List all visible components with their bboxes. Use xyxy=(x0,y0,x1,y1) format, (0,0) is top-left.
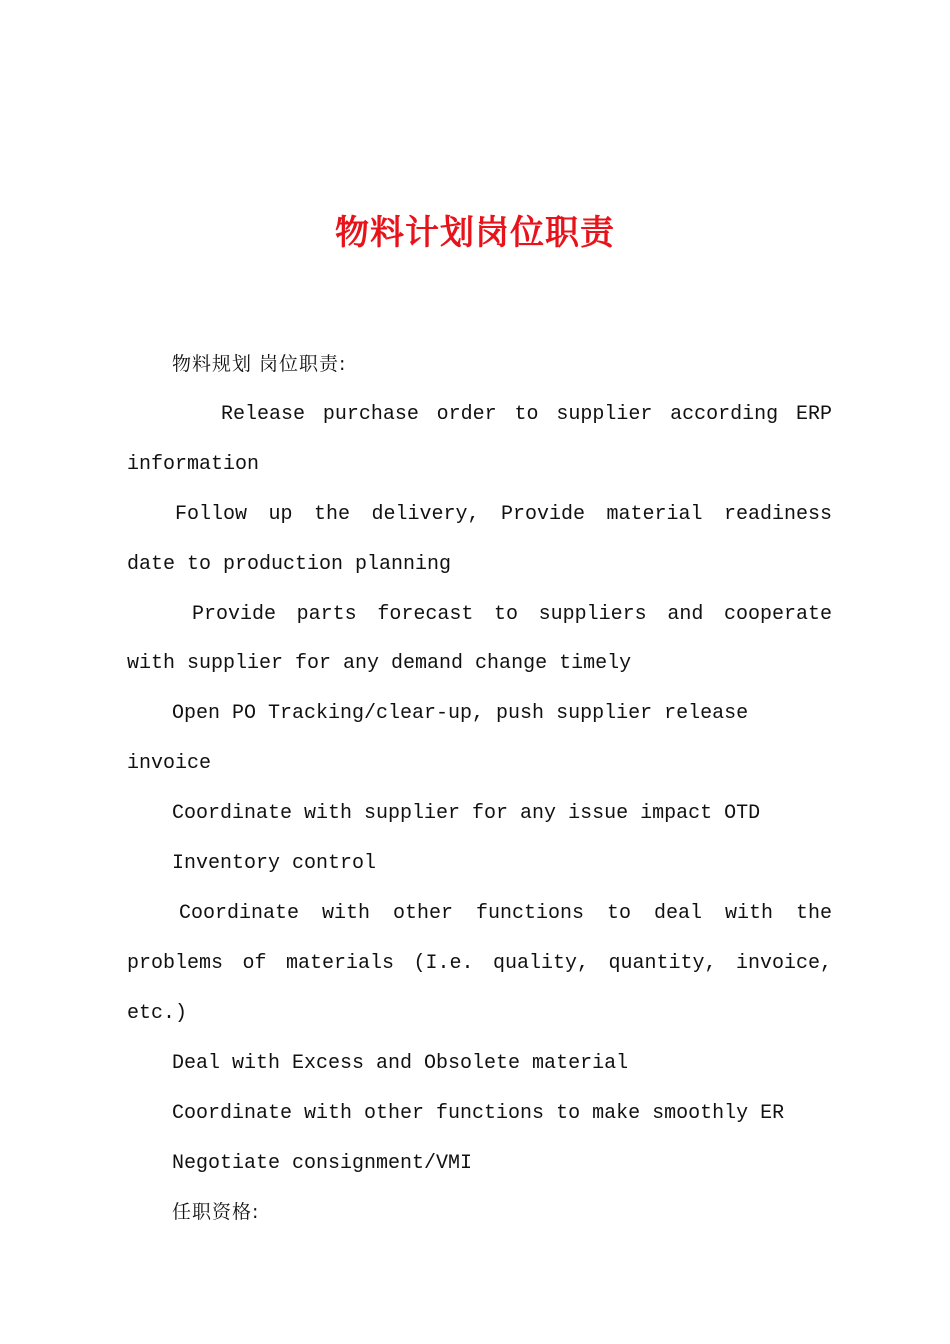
paragraph: Provide parts forecast to suppliers and cooperate with supplier for any demand change timely xyxy=(127,602,832,676)
document-body xyxy=(127,340,832,1238)
paragraph: Deal with Excess and Obsolete material xyxy=(172,1051,629,1075)
paragraph: Release purchase order to supplier according ERP information xyxy=(127,402,832,476)
paragraph: Negotiate consignment/VMI xyxy=(172,1151,473,1175)
section-heading-qualifications: 任职资格: xyxy=(172,1201,260,1224)
paragraph: Coordinate with other functions to deal with the problems of materials (I.e. quality, quantity, invoice, etc.) xyxy=(127,901,832,1025)
section-heading-responsibilities: 物料规划 岗位职责: xyxy=(172,353,347,375)
paragraph: Inventory control xyxy=(172,852,377,876)
paragraph: Coordinate with other functions to make smoothly ER xyxy=(172,1101,785,1125)
paragraph: Coordinate with supplier for any issue impact OTD xyxy=(172,802,761,826)
paragraph: Open PO Tracking/clear-up, push supplier release invoice xyxy=(127,702,749,776)
page-title: 物料计划岗位职责 xyxy=(335,213,615,253)
paragraph: Follow up the delivery, Provide material readiness date to production planning xyxy=(127,502,832,576)
